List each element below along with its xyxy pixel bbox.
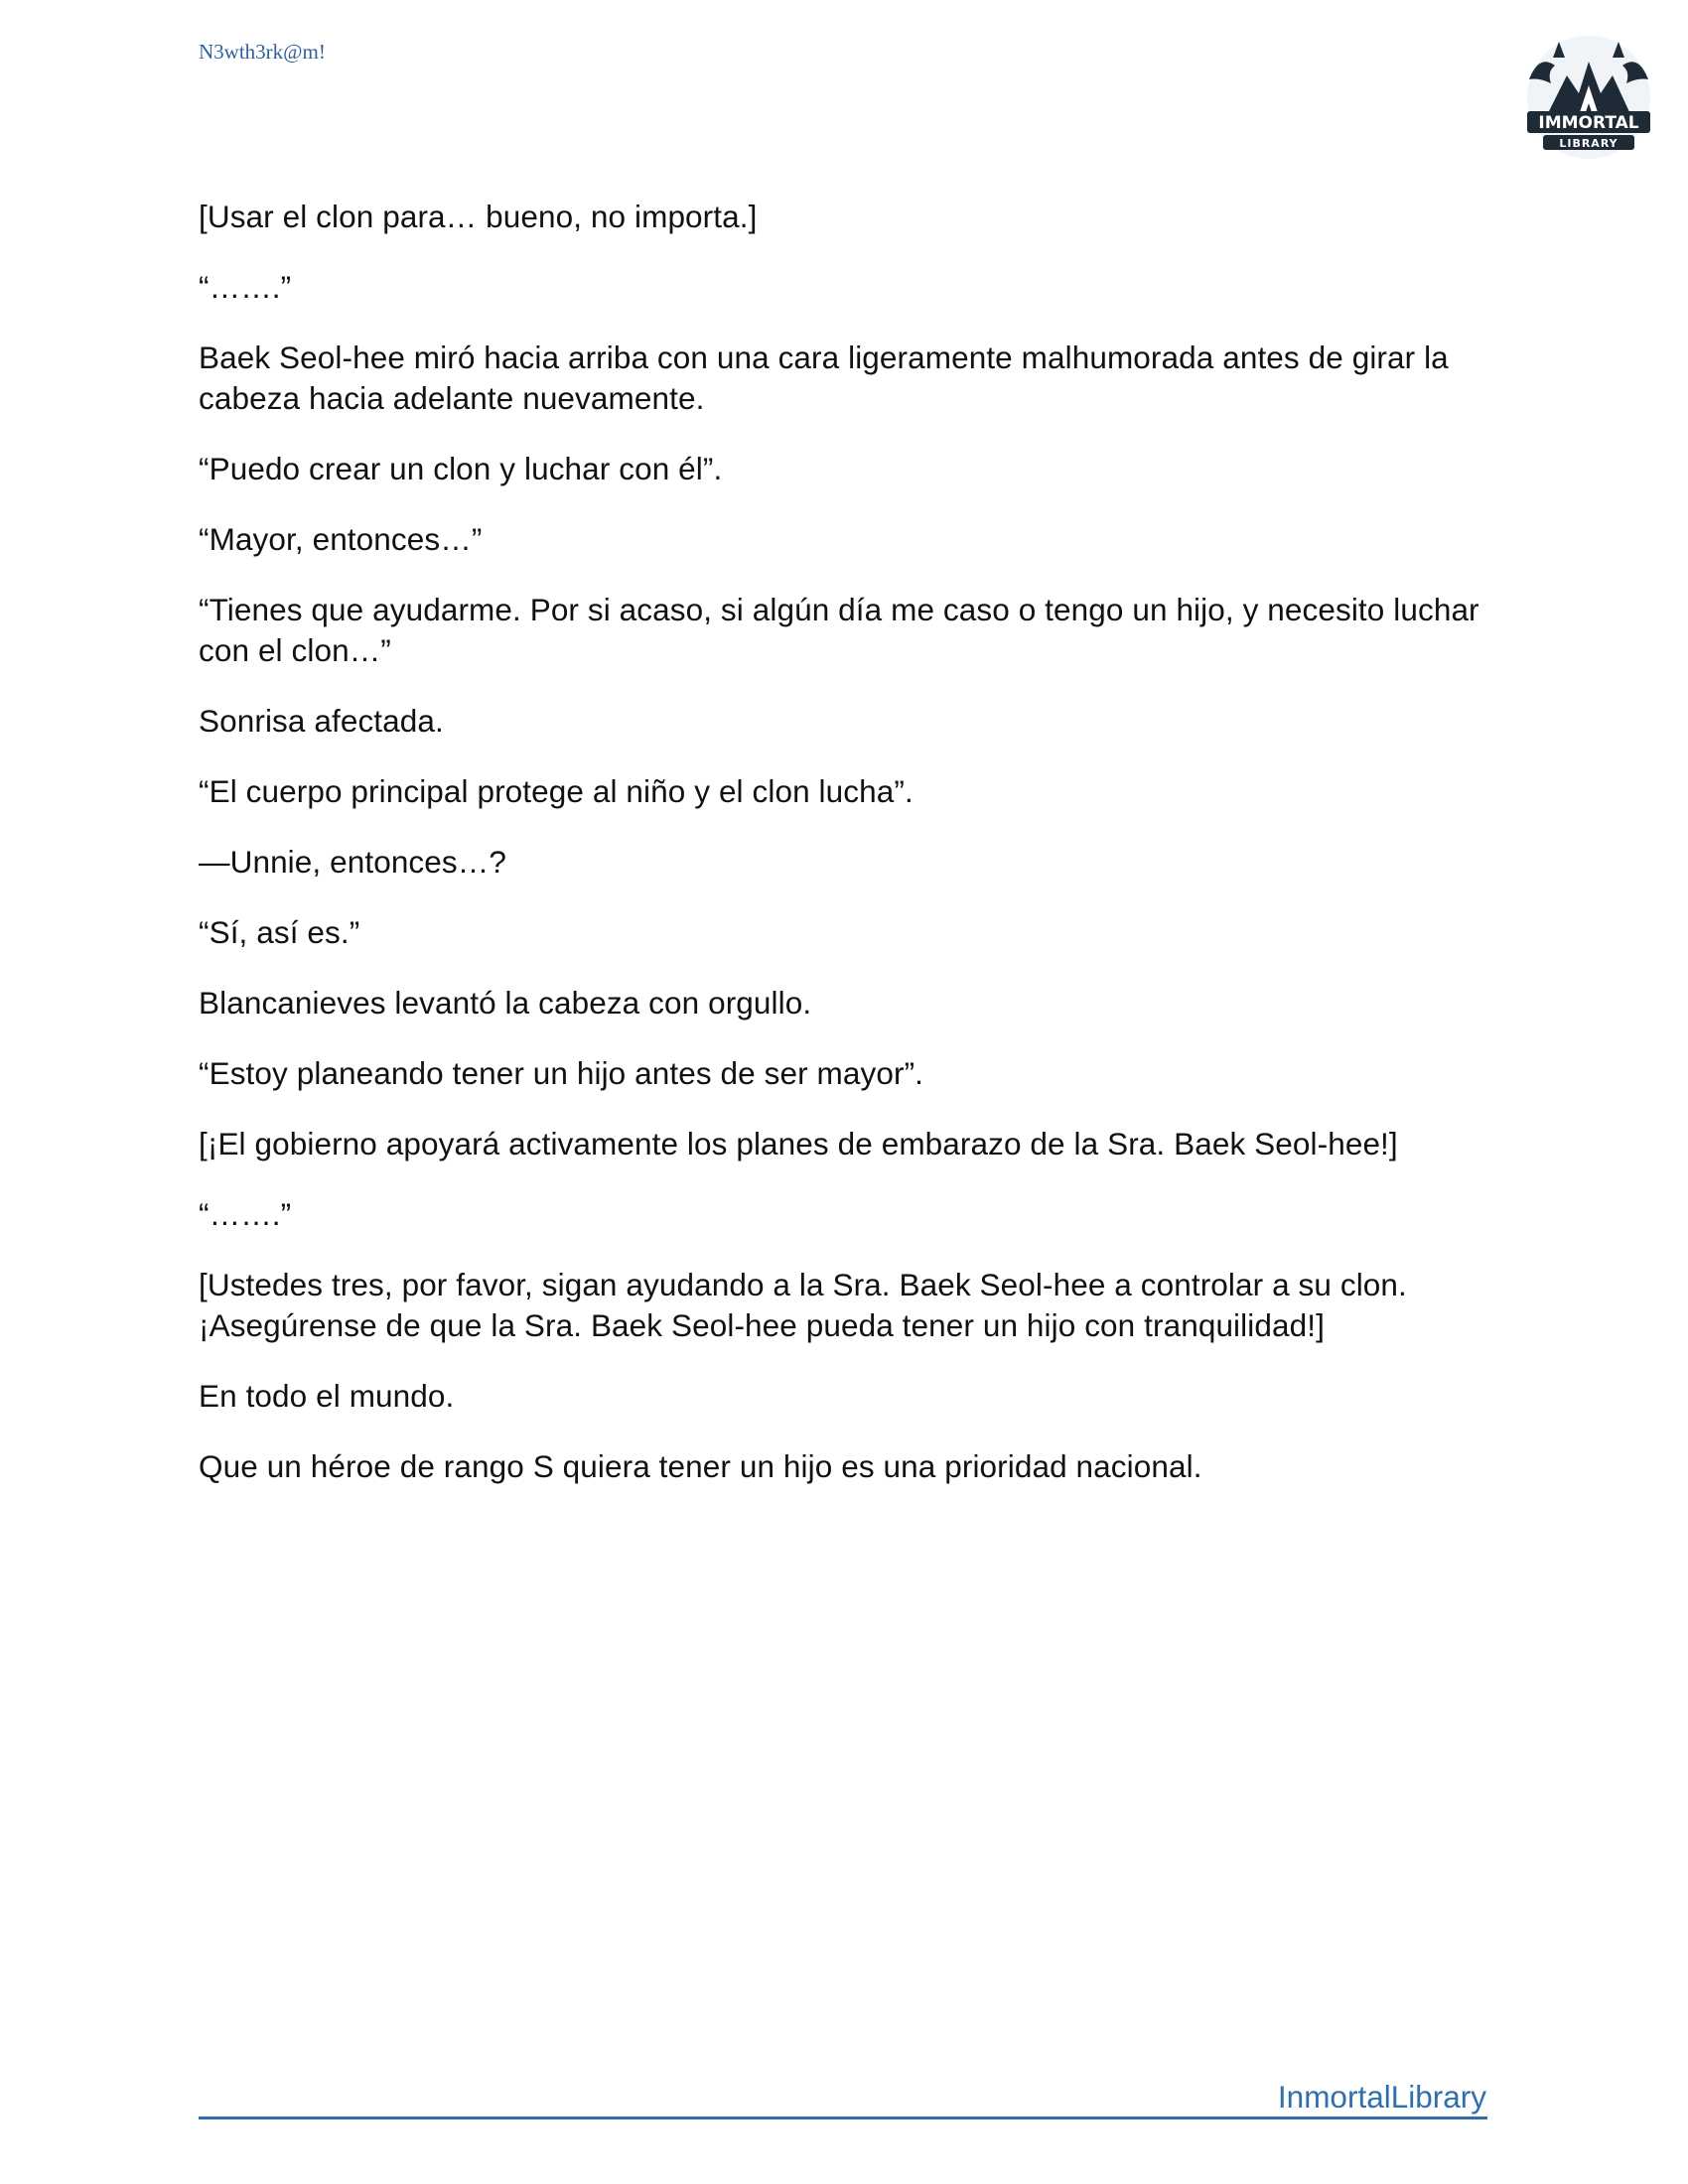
paragraph: [Usar el clon para… bueno, no importa.]: [199, 199, 758, 234]
paragraph: “Sí, así es.”: [199, 914, 360, 950]
paragraph: “Puedo crear un clon y luchar con él”.: [199, 451, 723, 486]
paragraph: “Tienes que ayudarme. Por si acaso, si algún día me caso o tengo un hijo, y necesito luchar con el clon…”: [199, 592, 1479, 668]
logo-text-top: IMMORTAL: [1538, 113, 1639, 133]
header-tag: N3wth3rk@m!: [199, 40, 326, 64]
paragraph: En todo el mundo.: [199, 1378, 455, 1414]
paragraph: [¡El gobierno apoyará activamente los planes de embarazo de la Sra. Baek Seol-hee!]: [199, 1126, 1398, 1161]
paragraph: “Estoy planeando tener un hijo antes de ser mayor”.: [199, 1055, 924, 1091]
document-body: [199, 197, 1489, 1517]
paragraph: “Mayor, entonces…”: [199, 521, 483, 557]
paragraph: Que un héroe de rango S quiera tener un hijo es una prioridad nacional.: [199, 1448, 1202, 1484]
paragraph: —Unnie, entonces…?: [199, 844, 506, 880]
paragraph: “El cuerpo principal protege al niño y el clon lucha”.: [199, 773, 914, 809]
paragraph: Baek Seol-hee miró hacia arriba con una cara ligeramente malhumorada antes de girar la cabeza hacia adelante nuevamente.: [199, 340, 1449, 416]
logo-text-bottom: LIBRARY: [1559, 137, 1618, 150]
paragraph: “…….”: [199, 269, 292, 305]
footer-link[interactable]: InmortalLibrary: [1277, 2079, 1486, 2115]
immortal-library-logo: [1519, 36, 1658, 165]
footer-rule: [199, 2116, 1487, 2119]
paragraph: [Ustedes tres, por favor, sigan ayudando a la Sra. Baek Seol-hee a controlar a su clon. ¡Asegúrense de que la Sra. Baek Seol-hee pueda tener un hijo con tranquilidad!]: [199, 1267, 1407, 1343]
paragraph: Blancanieves levantó la cabeza con orgullo.: [199, 985, 812, 1021]
paragraph: “…….”: [199, 1196, 292, 1232]
paragraph: Sonrisa afectada.: [199, 703, 444, 739]
